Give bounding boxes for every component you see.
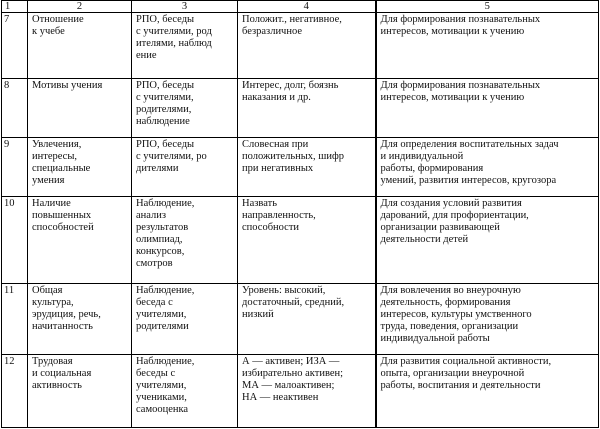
cell-text-line: труда, поведения, организации	[380, 321, 519, 333]
purpose-cell	[376, 196, 599, 284]
cell-text-line: способности	[242, 221, 300, 233]
table-body	[2, 1, 599, 428]
indicator-cell	[238, 13, 376, 79]
cell-text-line: Назвать	[242, 197, 277, 209]
cell-text-line: умения	[32, 174, 65, 186]
cell-text-line: смотров	[136, 257, 173, 269]
cell-text-line: работы, формирования	[380, 162, 484, 174]
cell-text-line: Интерес, долг, боязнь	[242, 80, 339, 92]
cell-text-line: учителями,	[136, 309, 187, 321]
cell-text-line: опыта, организации внеурочной	[380, 367, 525, 379]
purpose-cell	[376, 284, 599, 354]
cell-text-line: эрудиция, речь,	[32, 309, 101, 321]
cell-text-line: учителями,	[136, 379, 187, 391]
row-number-cell: 8	[2, 79, 28, 137]
cell-text-line: с учителями, ро	[136, 150, 207, 162]
cell-text-line: избирательно активен;	[242, 367, 344, 379]
cell-text-line: достаточный, средний,	[242, 297, 345, 309]
cell-text-line: наблюдение	[136, 116, 190, 128]
cell-text-line: дителями	[136, 162, 179, 174]
criterion-cell	[28, 354, 132, 427]
method-cell	[132, 137, 238, 196]
cell-text-line: Наблюдение,	[136, 355, 195, 367]
indicator-cell	[238, 137, 376, 196]
cell-text-line: Для определения воспитательных задач	[380, 138, 559, 150]
method-cell	[132, 284, 238, 354]
cell-text-line: Словесная при	[242, 138, 309, 150]
table-row	[2, 79, 599, 137]
cell-text-line: индивидуальной работы	[380, 333, 490, 345]
cell-text-line: к учебе	[32, 26, 65, 38]
cell-text-line: самооценка	[136, 403, 189, 415]
indicator-cell	[238, 79, 376, 137]
row-number-cell: 11	[2, 284, 28, 354]
column-header-1: 1	[2, 1, 28, 13]
indicator-cell	[238, 196, 376, 284]
cell-text-line: наказания и др.	[242, 92, 311, 104]
cell-text-line: низкий	[242, 309, 274, 321]
table-row	[2, 284, 599, 354]
row-number-cell: 10	[2, 196, 28, 284]
column-header-5: 5	[376, 1, 599, 13]
row-number-cell: 9	[2, 137, 28, 196]
column-header-4: 4	[238, 1, 376, 13]
cell-text-line: направленность,	[242, 209, 316, 221]
criterion-cell	[28, 196, 132, 284]
row-number-cell: 7	[2, 13, 28, 79]
cell-text-line: Отношение	[32, 14, 84, 26]
cell-text-line: дарований, для профориентации,	[380, 209, 529, 221]
cell-text-line: РПО, беседы	[136, 14, 195, 26]
purpose-cell	[376, 354, 599, 427]
cell-text-line: специальные	[32, 162, 91, 174]
cell-text-line: Наблюдение,	[136, 285, 195, 297]
cell-text-line: Для вовлечения во внеурочную	[380, 285, 521, 297]
cell-text-line: интересов, мотивации к учению	[380, 92, 525, 104]
row-number-cell: 12	[2, 354, 28, 427]
cell-text-line: родителями,	[136, 104, 192, 116]
cell-text-line: Мотивы учения	[32, 80, 103, 92]
table-row	[2, 137, 599, 196]
cell-text-line: деятельности детей	[380, 233, 469, 245]
cell-text-line: Уровень: высокий,	[242, 285, 326, 297]
criterion-cell	[28, 13, 132, 79]
cell-text-line: интересов, мотивации к учению	[380, 26, 525, 38]
cell-text-line: начитанность	[32, 321, 93, 333]
method-cell	[132, 13, 238, 79]
cell-text-line: активность	[32, 379, 82, 391]
cell-text-line: интересов, культуры умственного	[380, 309, 532, 321]
cell-text-line: с учителями,	[136, 92, 194, 104]
cell-text-line: при негативных	[242, 162, 314, 174]
cell-text-line: учениками,	[136, 391, 187, 403]
table-row	[2, 354, 599, 427]
cell-text-line: деятельность, формирования	[380, 297, 511, 309]
cell-text-line: и социальная	[32, 367, 92, 379]
cell-text-line: организации развивающей	[380, 221, 500, 233]
cell-text-line: НА — неактивен	[242, 391, 319, 403]
purpose-cell	[376, 137, 599, 196]
method-cell	[132, 354, 238, 427]
cell-text-line: Наличие	[32, 197, 71, 209]
cell-text-line: Наблюдение,	[136, 197, 195, 209]
cell-text-line: повышенных	[32, 209, 92, 221]
table-row	[2, 196, 599, 284]
cell-text-line: интересы,	[32, 150, 77, 162]
column-number-row	[2, 1, 599, 13]
table-row	[2, 13, 599, 79]
cell-text-line: безразличное	[242, 26, 302, 38]
cell-text-line: беседа с	[136, 297, 173, 309]
cell-text-line: способностей	[32, 221, 94, 233]
cell-text-line: Положит., негативное,	[242, 14, 342, 26]
cell-text-line: беседы с	[136, 367, 176, 379]
cell-text-line: родителями	[136, 321, 189, 333]
column-header-2: 2	[28, 1, 132, 13]
cell-text-line: Для формирования познавательных	[380, 14, 541, 26]
criterion-cell	[28, 79, 132, 137]
cell-text-line: культура,	[32, 297, 74, 309]
method-cell	[132, 196, 238, 284]
methods-table	[1, 0, 599, 428]
cell-text-line: РПО, беседы	[136, 80, 195, 92]
cell-text-line: РПО, беседы	[136, 138, 195, 150]
cell-text-line: Увлечения,	[32, 138, 82, 150]
cell-text-line: Для создания условий развития	[380, 197, 522, 209]
cell-text-line: ителями, наблюд	[136, 38, 212, 50]
cell-text-line: А — активен; ИЗА —	[242, 355, 340, 367]
criterion-cell	[28, 284, 132, 354]
cell-text-line: олимпиад,	[136, 233, 183, 245]
cell-text-line: результатов	[136, 221, 189, 233]
indicator-cell	[238, 354, 376, 427]
criterion-cell	[28, 137, 132, 196]
cell-text-line: МА — малоактивен;	[242, 379, 335, 391]
cell-text-line: положительных, шифр	[242, 150, 345, 162]
cell-text-line: ение	[136, 50, 157, 62]
cell-text-line: Для формирования познавательных	[380, 80, 541, 92]
indicator-cell	[238, 284, 376, 354]
cell-text-line: умений, развития интересов, кругозора	[380, 174, 557, 186]
cell-text-line: Для развития социальной активности,	[380, 355, 552, 367]
purpose-cell	[376, 79, 599, 137]
cell-text-line: конкурсов,	[136, 245, 185, 257]
cell-text-line: и индивидуальной	[380, 150, 464, 162]
cell-text-line: с учителями, род	[136, 26, 212, 38]
method-cell	[132, 79, 238, 137]
cell-text-line: Общая	[32, 285, 63, 297]
purpose-cell	[376, 13, 599, 79]
cell-text-line: работы, воспитания и деятельности	[380, 379, 541, 391]
column-header-3: 3	[132, 1, 238, 13]
cell-text-line: анализ	[136, 209, 167, 221]
cell-text-line: Трудовая	[32, 355, 73, 367]
